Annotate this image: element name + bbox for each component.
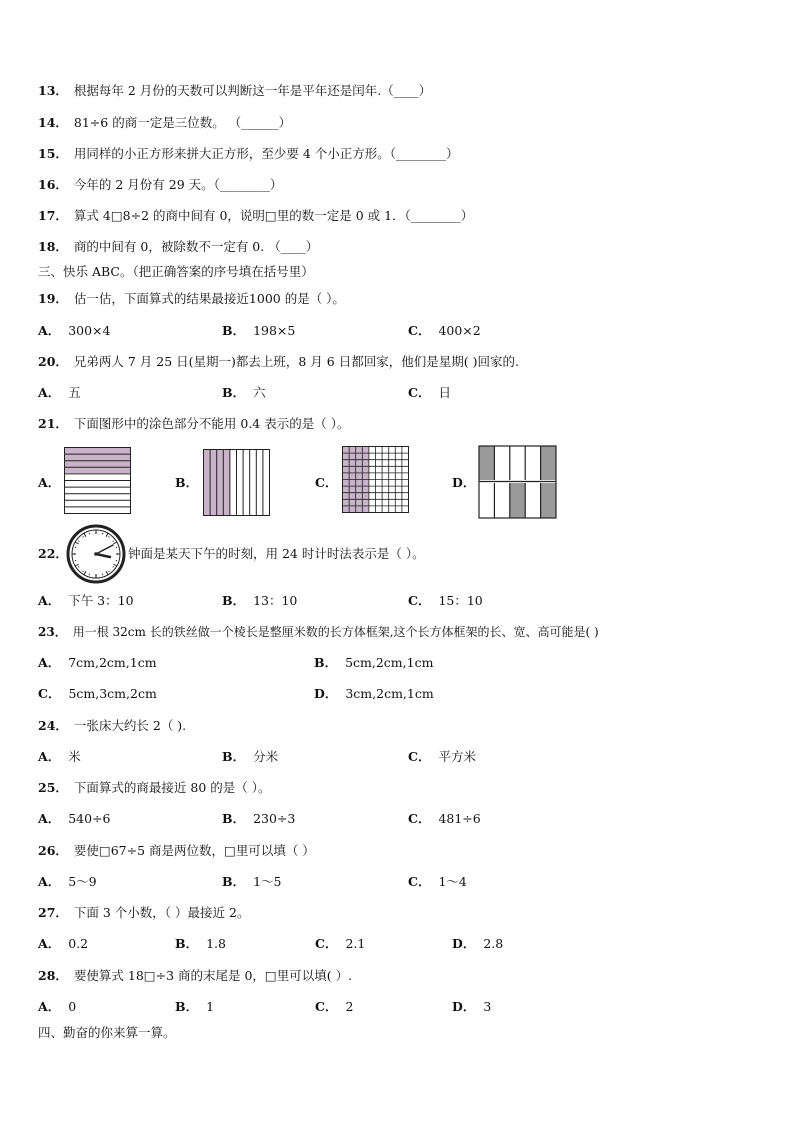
section-3-heading: 三、快乐 ABC。（把正确答案的序号填在括号里）	[38, 264, 314, 279]
figure-c-hundred-grid	[342, 446, 410, 514]
question-number: 18．	[38, 239, 68, 254]
option-c: C． 2.1	[315, 936, 366, 951]
question-text: 下面 3 个小数，（ ）最接近 2。	[73, 905, 250, 920]
section-4-heading: 四、勤奋的你来算一算。	[38, 1025, 176, 1040]
option-a: A． 下午 3：10	[38, 593, 134, 608]
question-number: 19．	[38, 291, 68, 306]
option-b: B． 1.8	[175, 936, 226, 951]
question-20	[38, 354, 519, 370]
option-c: C． 481÷6	[408, 811, 481, 826]
option-c: C． 2	[315, 999, 354, 1014]
figure-label-a: A．	[38, 475, 61, 490]
option-a: A． 0	[38, 999, 77, 1014]
option-a: A． 7cm,2cm,1cm	[38, 655, 157, 670]
figure-label-b: B．	[175, 475, 199, 490]
question-text: 商的中间有 0，被除数不一定有 0. （____）	[73, 239, 319, 254]
option-b: B． 1～5	[222, 874, 282, 889]
question-25	[38, 780, 270, 796]
question-22-text: 钟面是某天下午的时刻，用 24 时计时法表示是（ ）。	[128, 546, 425, 561]
option-c: C． 400×2	[408, 323, 481, 338]
question-number: 20．	[38, 354, 68, 369]
question-13	[38, 83, 431, 99]
option-a: A． 五	[38, 385, 81, 400]
figure-b-vertical-strips	[203, 449, 271, 517]
question-text: 今年的 2 月份有 29 天。（________）	[73, 177, 283, 192]
question-text: 兄弟两人 7 月 25 日(星期一)都去上班，8 月 6 日都回家，他们是星期( )回家的.	[73, 354, 519, 369]
question-17	[38, 208, 473, 224]
figure-a-horizontal-strips	[64, 447, 132, 515]
question-text: 用一根 32cm 长的铁丝做一个棱长是整厘米数的长方体框架,这个长方体框架的长、宽、高可能是( )	[72, 625, 599, 639]
question-21	[38, 416, 349, 432]
question-number: 26．	[38, 843, 68, 858]
option-a: A． 0.2	[38, 936, 89, 951]
question-28	[38, 968, 352, 984]
question-26	[38, 843, 315, 859]
question-text: 要使□67÷5 商是两位数，□里可以填（ ）	[73, 843, 315, 858]
question-number: 13．	[38, 83, 68, 98]
option-a: A． 米	[38, 749, 81, 764]
question-text: 根据每年 2 月份的天数可以判断这一年是平年还是闰年.（____）	[73, 83, 432, 98]
question-text: 下面图形中的涂色部分不能用 0.4 表示的是（ ）。	[73, 416, 350, 431]
clock-face-icon	[66, 524, 126, 584]
question-14	[38, 115, 291, 131]
option-c: C． 15：10	[408, 593, 483, 608]
option-b: B． 13：10	[222, 593, 298, 608]
question-number: 23．	[38, 625, 67, 639]
option-d: D． 3	[452, 999, 492, 1014]
question-27	[38, 905, 249, 921]
option-c: C． 5cm,3cm,2cm	[38, 686, 157, 701]
option-b: B． 1	[175, 999, 215, 1014]
option-a: A． 5～9	[38, 874, 97, 889]
question-text: 用同样的小正方形来拼大正方形，至少要 4 个小正方形。（________）	[73, 146, 459, 161]
question-number: 24．	[38, 718, 68, 733]
question-16	[38, 177, 282, 193]
question-text: 要使算式 18□÷3 商的末尾是 0，□里可以填( ）.	[73, 968, 353, 983]
option-d: D． 3cm,2cm,1cm	[314, 686, 434, 701]
option-d: D． 2.8	[452, 936, 504, 951]
question-15	[38, 146, 459, 162]
question-text: 估一估，下面算式的结果最接近1000 的是（ ）。	[73, 291, 345, 306]
question-number: 15．	[38, 146, 68, 161]
option-b: B． 198×5	[222, 323, 296, 338]
option-c: C． 日	[408, 385, 451, 400]
option-a: A． 540÷6	[38, 811, 111, 826]
option-a: A． 300×4	[38, 323, 111, 338]
figure-label-c: C．	[315, 475, 338, 490]
question-number: 14．	[38, 115, 68, 130]
option-c: C． 1～4	[408, 874, 467, 889]
question-23	[38, 624, 599, 640]
question-text: 下面算式的商最接近 80 的是（ ）。	[73, 780, 271, 795]
option-b: B． 5cm,2cm,1cm	[314, 655, 434, 670]
question-text: 一张床大约长 2（ ).	[73, 718, 187, 733]
option-b: B． 六	[222, 385, 266, 400]
question-number: 21．	[38, 416, 68, 431]
question-text: 81÷6 的商一定是三位数。 （______）	[73, 115, 292, 130]
option-b: B． 分米	[222, 749, 279, 764]
question-number: 28．	[38, 968, 68, 983]
question-24	[38, 718, 186, 734]
question-number: 27．	[38, 905, 68, 920]
figure-d-split-rectangle	[478, 445, 558, 520]
option-b: B． 230÷3	[222, 811, 296, 826]
question-18	[38, 239, 318, 255]
figure-label-d: D．	[452, 475, 476, 490]
question-text: 算式 4□8÷2 的商中间有 0，说明□里的数一定是 0 或 1．（________）	[73, 208, 474, 223]
option-c: C． 平方米	[408, 749, 476, 764]
question-number: 16．	[38, 177, 68, 192]
question-19	[38, 291, 345, 307]
question-number: 25．	[38, 780, 68, 795]
question-number: 22．	[38, 546, 68, 561]
question-number: 17．	[38, 208, 68, 223]
